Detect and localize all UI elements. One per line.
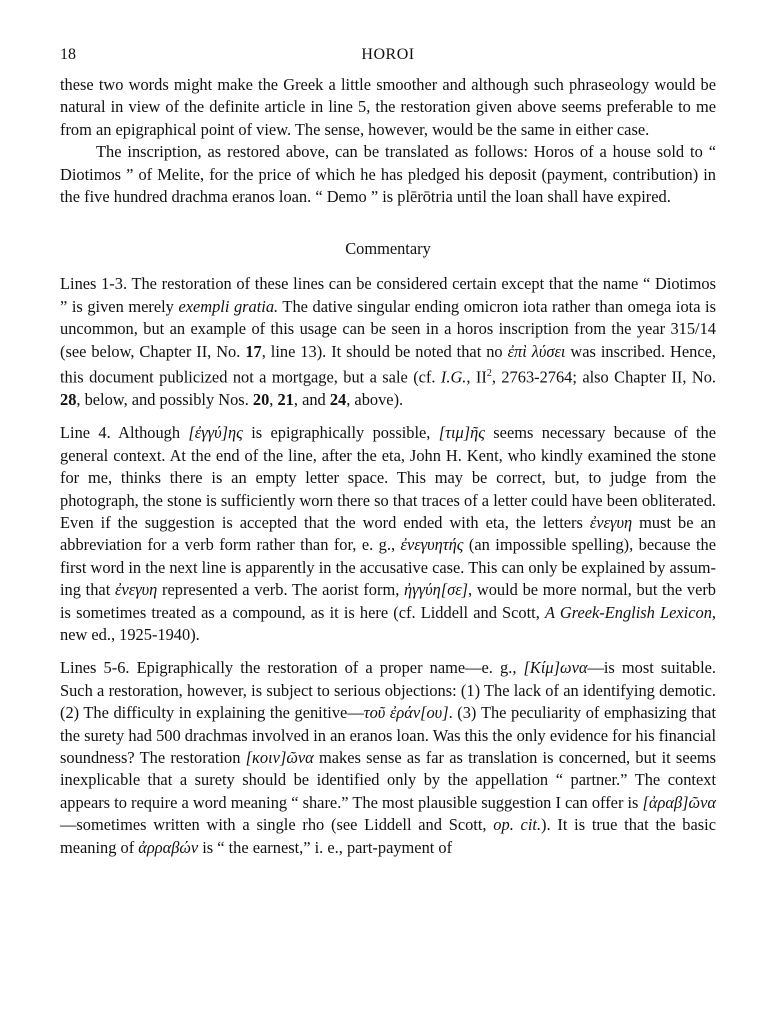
paragraph-continued: these two words might make the Greek a little smoother and although such phraseology would be natural in view of the definite article in line 5, the restoration given above seems preferable to me from an epigraphical point of view. The sense, however, would be the same in either case.	[60, 75, 716, 139]
text-run: was inscribed. Hence, this document publicized not a mortgage, but a sale (cf.	[60, 341, 716, 387]
commentary-lines-5-6	[60, 657, 716, 859]
greek-term: ἐνεγυη	[589, 512, 633, 532]
section-heading-commentary: Commentary	[345, 239, 431, 259]
greek-term: ἐνεγυητής	[400, 535, 464, 555]
text-run: , line 13). It should be noted that no	[261, 341, 508, 361]
text-run: Lines 5-6. Epigraphically the restoration of a proper name—e. g.,	[60, 658, 524, 678]
italic-term: I.G.	[440, 367, 467, 387]
text-run: , II	[466, 367, 487, 387]
greek-term: ἐπὶ λύσει	[507, 341, 566, 361]
text-run: must be an abbreviation for a verb form rather than for, e. g.,	[60, 512, 716, 555]
running-title: HOROI	[361, 46, 415, 63]
commentary-lines-1-3	[60, 273, 716, 411]
text-run: The dative singular ending omicron iota rather than omega iota is uncommon, but an example of this usage can be seen in a horos inscription from the year 315/14 (see below, Chapter II, No.	[60, 296, 716, 361]
text-run: —is most suitable. Such a restoration, however, is subject to serious objections: (1) The lack of an identifying demotic. (2) The difficulty in explaining the genitive—	[60, 658, 716, 723]
page-header	[60, 46, 716, 74]
page-number: 18	[60, 46, 76, 63]
commentary-line-4	[60, 422, 716, 646]
bold-number: 21	[277, 389, 294, 409]
text-run: ,	[269, 389, 278, 409]
text-run: , 2763-2764; also Chapter II, No.	[491, 367, 717, 387]
bold-number: 24	[329, 389, 347, 409]
text-run: represented a verb. The aorist form,	[157, 580, 405, 600]
bold-number: 17	[245, 341, 262, 361]
superscript: 2	[486, 368, 492, 380]
greek-term: [κοιν]ῶνα	[245, 748, 314, 768]
book-page	[60, 46, 716, 859]
greek-term: τοῦ ἐράν[ου]	[363, 703, 449, 723]
greek-term: [ἐγγύ]ης	[188, 423, 243, 443]
text-run: is epigraphically possible,	[242, 423, 439, 443]
text-run: , and	[293, 389, 330, 409]
bold-number: 28	[60, 389, 77, 409]
text-run: , would be more normal, but the verb is sometimes treated as a compound, as it is here (cf. Liddell and Scott,	[60, 580, 717, 622]
italic-term: exempli gratia.	[178, 296, 279, 316]
text-run: seems necessary because of the general context. At the end of the line, after the eta, John H. Kent, who kindly examined the stone for me, thinks there is an empty letter space. This may be correct, but, to judge from the photograph, the stone is sufficiently worn there so that traces of a letter could have been obliterated. Even if the suggestion is accepted that the word ended with eta, the letters	[60, 423, 716, 532]
text-run: is “ the earnest,” i. e., part-payment of	[198, 837, 453, 857]
greek-term: ἀρραβών	[138, 837, 199, 857]
text-run: —sometimes written with a single rho (see Liddell and Scott,	[60, 815, 494, 835]
italic-title: A Greek-English Lexicon	[545, 602, 712, 622]
italic-term: op. cit.	[493, 815, 542, 835]
text-run: Line 4. Although	[60, 423, 189, 443]
text-run: makes sense as far as translation is concerned, but it seems inexplicable that a surety should be identified only by the appellation “ partner.” The context appears to require a word meaning “ share.” The most plausible suggestion I can offer is	[60, 748, 716, 812]
paragraph-translation: The inscription, as restored above, can be translated as follows: Horos of a house sold to “ Diotimos ” of Melite, for the price of which he has pledged his deposit (payment, contribution) in the five hundred drachma eranos loan. “ Demo ” is plērōtria until the loan shall have expired.	[60, 142, 716, 207]
text-run: (an impossible spelling), because the first word in the next line is apparently in the accusative case. This can only be explained by assuming that	[60, 535, 716, 600]
text-run: , below, and possibly Nos.	[76, 389, 253, 409]
greek-term: [Κίμ]ωνα	[523, 658, 588, 678]
greek-term: ἠγγύη[σε]	[404, 580, 469, 600]
text-run: , new ed., 1925-1940).	[60, 602, 716, 644]
text-run: Lines 1-3. The restoration of these lines can be considered certain except that the name “ Diotimos ” is given merely	[60, 274, 716, 316]
greek-term: [ἀραβ]ῶνα	[642, 792, 716, 812]
bold-number: 20	[252, 389, 270, 409]
page-body	[60, 74, 716, 859]
text-run: ). It is true that the basic meaning of	[60, 815, 716, 857]
greek-term: [τιμ]ῆς	[438, 423, 485, 443]
greek-term: ἐνεγυη	[115, 580, 158, 600]
text-run: , above).	[346, 389, 404, 409]
text-run: . (3) The peculiarity of emphasizing that the surety had 500 drachmas involved in an eranos loan. Was this the only evidence for his financial soundness? The restoration	[60, 703, 716, 768]
